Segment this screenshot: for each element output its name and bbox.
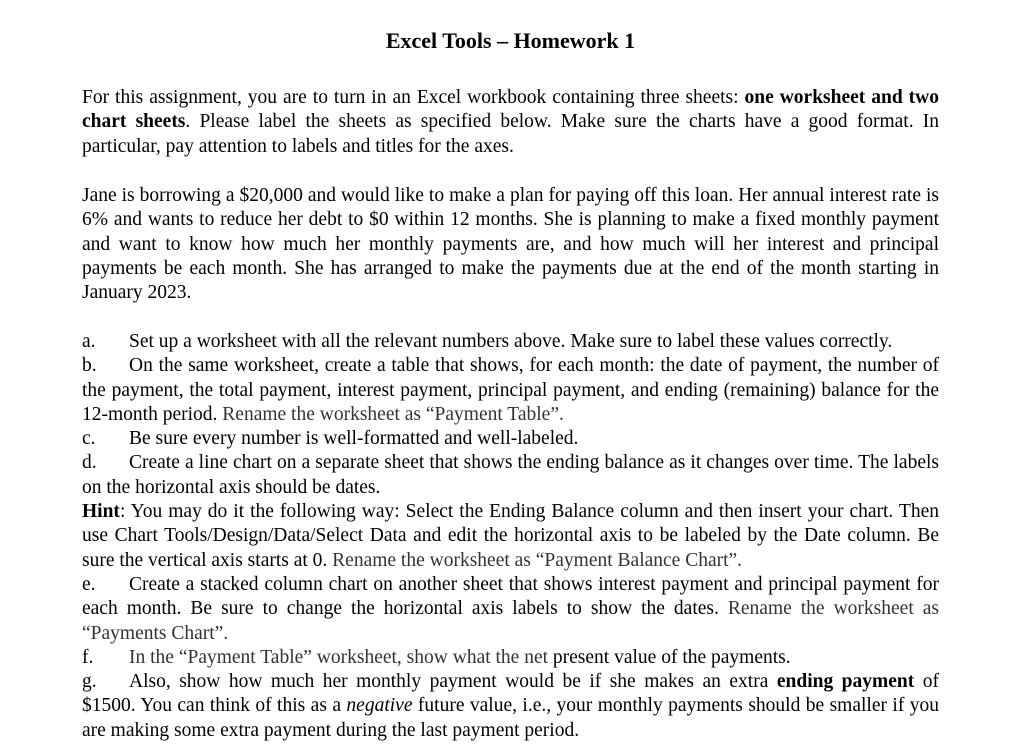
task-text-b: On the same worksheet, create a table that shows, for each month: the date of payment, the number of the payment, the total payment, interest payment, principal payment, and ending (remaining) balance for the 12-month period. xyxy=(82,355,939,425)
task-rename-b: Rename the worksheet as “Payment Table”. xyxy=(222,403,564,425)
task-marker-d: d. xyxy=(82,452,97,474)
task-text-a: Set up a worksheet with all the relevant numbers above. Make sure to label these values correctly. xyxy=(129,331,893,352)
task-bold-g: ending payment xyxy=(776,671,915,693)
task-item-g xyxy=(82,670,939,743)
task-marker-g: g. xyxy=(82,671,97,693)
hint-paragraph xyxy=(82,500,939,573)
task-item-e xyxy=(82,573,939,646)
hint-label: Hint xyxy=(82,501,120,523)
task-text-d: Create a line chart on a separate sheet that shows the ending balance as it changes over time. The labels on the horizontal axis should be dates. xyxy=(82,452,939,498)
task-text-g-1: Also, show how much her monthly payment would be if she makes an extra xyxy=(129,671,777,693)
task-marker-a: a. xyxy=(82,331,96,352)
task-marker-b: b. xyxy=(82,355,97,377)
task-text-g-2: of $1500. You can think of this as a xyxy=(82,671,939,717)
intro-bold-sheets: one worksheet and two chart sheets xyxy=(82,87,939,133)
document-title: Excel Tools – Homework 1 xyxy=(385,28,636,53)
task-text-f-1: In the “Payment Table” worksheet, show what the net xyxy=(129,646,553,668)
task-marker-e: e. xyxy=(82,573,96,595)
intro-text-1: For this assignment, you are to turn in an Excel workbook containing three sheets: xyxy=(82,87,745,108)
task-item-b xyxy=(82,354,939,427)
task-item-c xyxy=(82,427,939,451)
task-item-a xyxy=(82,330,939,354)
hint-text: : You may do it the following way: Select the Ending Balance column and then insert your chart. Then use Chart Tools/Design/Data/Select Data and edit the horizontal axis to be labeled by the Date column. Be sure the vertical axis starts at 0. xyxy=(82,501,939,571)
hint-rename: Rename the worksheet as “Payment Balance Chart”. xyxy=(332,549,743,571)
scenario-paragraph: Jane is borrowing a $20,000 and would like to make a plan for paying off this loan. Her annual interest rate is 6% and wants to reduce her debt to $0 within 12 months. She is planning to make a fixed monthly payment and want to know how much her monthly payments are, and how much will her interest and principal payments be each month. She has arranged to make the payments due at the end of the month starting in January 2023. xyxy=(82,185,939,304)
task-item-d xyxy=(82,451,939,500)
task-marker-f: f. xyxy=(82,646,94,668)
task-marker-c: c. xyxy=(82,428,96,450)
intro-text-2: . Please label the sheets as specified below. Make sure the charts have a good format. In particular, pay attention to labels and titles for the axes. xyxy=(82,111,939,157)
task-text-c: Be sure every number is well-formatted and well-labeled. xyxy=(129,428,579,450)
task-list xyxy=(82,330,939,743)
task-text-g-3: future value, i.e., your monthly payments should be smaller if you are making some extra payment during the last payment period. xyxy=(82,695,939,741)
task-text-f-2: present value of the payments. xyxy=(552,646,791,668)
task-rename-e: Rename the worksheet as “Payments Chart”. xyxy=(82,598,939,644)
task-italic-g: negative xyxy=(346,695,413,717)
intro-paragraph xyxy=(82,86,939,159)
task-item-f xyxy=(82,646,939,670)
task-text-e: Create a stacked column chart on another sheet that shows interest payment and principal payment for each month. Be sure to change the horizontal axis labels to show the dates. xyxy=(82,573,939,620)
